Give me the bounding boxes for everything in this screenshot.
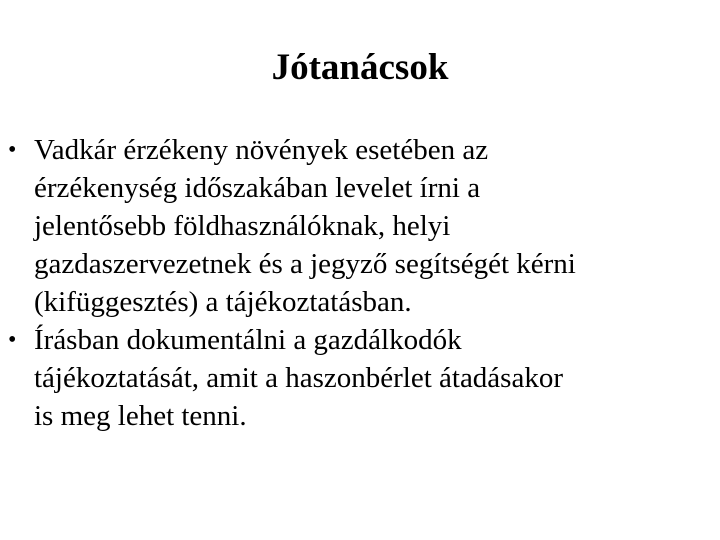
- bullet-text-line: gazdaszervezetnek és a jegyző segítségét kérni: [34, 248, 576, 280]
- bullet-text-line: (kifüggesztés) a tájékoztatásban.: [34, 286, 412, 318]
- bullet-item: [8, 321, 720, 435]
- bullet-text-line: érzékenység időszakában levelet írni a: [34, 172, 481, 204]
- bullet-icon: •: [8, 137, 17, 163]
- bullet-icon: •: [8, 327, 17, 353]
- bullet-text-line: tájékoztatását, amit a haszonbérlet átadásakor: [34, 362, 563, 394]
- bullet-text-line: jelentősebb földhasználóknak, helyi: [34, 210, 451, 242]
- bullet-text-line: is meg lehet tenni.: [34, 400, 247, 432]
- bullet-item: [8, 131, 720, 321]
- bullet-list: [8, 131, 720, 435]
- bullet-text-line: Vadkár érzékeny növények esetében az: [34, 134, 489, 166]
- slide-title: Jótanácsok: [271, 47, 449, 88]
- bullet-text-line: Írásban dokumentálni a gazdálkodók: [34, 324, 462, 356]
